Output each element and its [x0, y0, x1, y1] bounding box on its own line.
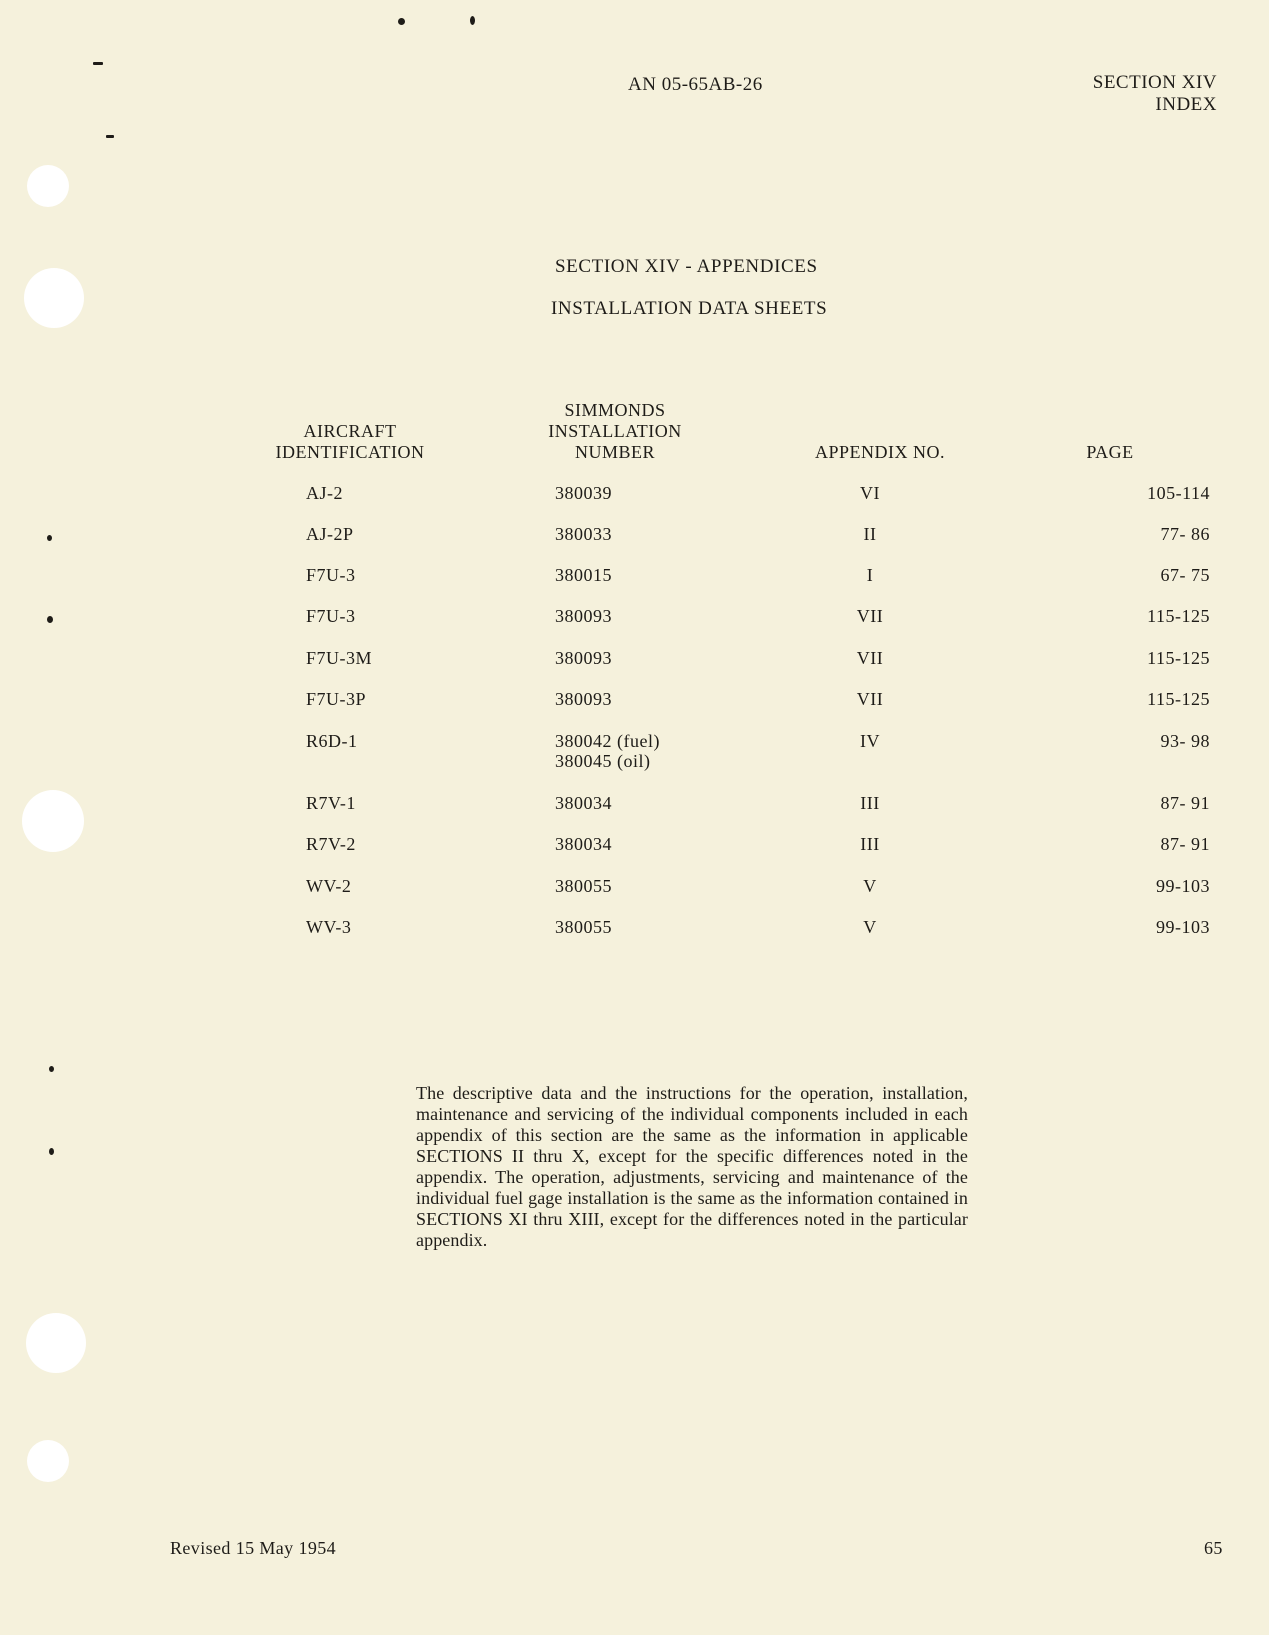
- aircraft-cell: R7V-1: [306, 793, 356, 813]
- scan-speck: [49, 1066, 54, 1072]
- table-row: [0, 917, 1269, 957]
- aircraft-cell: AJ-2: [306, 483, 343, 503]
- appendix-cell: V: [863, 876, 877, 896]
- installation-number-cell: 380093: [555, 648, 612, 668]
- page-subtitle: INSTALLATION DATA SHEETS: [551, 298, 828, 319]
- column-header-line: IDENTIFICATION: [275, 442, 425, 462]
- column-header-line: INSTALLATION: [548, 421, 682, 441]
- table-row: [0, 876, 1269, 916]
- aircraft-cell: F7U-3: [306, 606, 356, 626]
- installation-number-cell: 380055: [555, 917, 612, 937]
- column-header-page: PAGE: [1086, 442, 1134, 462]
- page-range-cell: 115-125: [1147, 689, 1210, 709]
- installation-number-cell: 380034: [555, 834, 612, 854]
- table-row: [0, 524, 1269, 564]
- scan-speck: [398, 18, 405, 25]
- explanatory-paragraph: The descriptive data and the instructions for the operation, installation, maintenance and servicing of the individual components included in each appendix of this section are the same as the information in applicable SECTIONS II thru X, except for the specific differences noted in the appendix. The operation, adjustments, servicing and maintenance of the individual fuel gage installation is the same as the information contained in SECTIONS XI thru XIII, except for the differences noted in the particular appendix.: [416, 1083, 968, 1250]
- aircraft-cell: WV-2: [306, 876, 352, 896]
- column-header-line: AIRCRAFT: [303, 421, 397, 441]
- table-row: [0, 565, 1269, 605]
- appendix-cell: VII: [856, 689, 884, 709]
- table-row: [0, 731, 1269, 791]
- page-number: 65: [1204, 1538, 1223, 1558]
- punch-hole: [27, 165, 69, 207]
- appendix-cell: VI: [860, 483, 880, 503]
- page-range-cell: 93- 98: [1160, 731, 1210, 751]
- table-row: [0, 834, 1269, 874]
- installation-number-cell: 380042 (fuel): [555, 731, 660, 751]
- aircraft-cell: AJ-2P: [306, 524, 354, 544]
- table-row: [0, 606, 1269, 646]
- appendix-cell: VII: [856, 606, 884, 626]
- installation-number-cell: 380045 (oil): [555, 751, 651, 771]
- page-title: SECTION XIV - APPENDICES: [555, 256, 818, 277]
- aircraft-cell: R6D-1: [306, 731, 358, 751]
- punch-hole: [27, 1440, 69, 1482]
- page-range-cell: 99-103: [1156, 917, 1210, 937]
- page-range-cell: 99-103: [1156, 876, 1210, 896]
- appendix-cell: III: [860, 834, 880, 854]
- column-header-appendix: APPENDIX NO.: [814, 442, 945, 462]
- column-header-aircraft: [250, 421, 450, 463]
- section-subtitle: INDEX: [1155, 94, 1217, 115]
- aircraft-cell: F7U-3: [306, 565, 356, 585]
- page-range-cell: 115-125: [1147, 648, 1210, 668]
- installation-number-cell: 380034: [555, 793, 612, 813]
- scan-speck: [106, 135, 114, 138]
- scan-speck: [93, 62, 103, 65]
- aircraft-cell: R7V-2: [306, 834, 356, 854]
- page-range-cell: 87- 91: [1160, 834, 1210, 854]
- punch-hole: [26, 1313, 86, 1373]
- installation-number-cell: 380055: [555, 876, 612, 896]
- column-header-line: SIMMONDS: [564, 400, 666, 420]
- appendix-cell: III: [860, 793, 880, 813]
- table-row: [0, 793, 1269, 833]
- aircraft-cell: F7U-3P: [306, 689, 367, 709]
- table-row: [0, 689, 1269, 729]
- page-range-cell: 67- 75: [1160, 565, 1210, 585]
- appendix-cell: V: [863, 917, 877, 937]
- punch-hole: [24, 268, 84, 328]
- scan-speck: [49, 1148, 54, 1155]
- appendix-cell: IV: [860, 731, 880, 751]
- column-header-line: NUMBER: [574, 442, 655, 462]
- table-row: [0, 648, 1269, 688]
- document-number: AN 05-65AB-26: [628, 74, 763, 95]
- page-range-cell: 77- 86: [1160, 524, 1210, 544]
- installation-number-cell: 380033: [555, 524, 612, 544]
- table-row: [0, 483, 1269, 523]
- page-range-cell: 87- 91: [1160, 793, 1210, 813]
- installation-number-cell: 380093: [555, 689, 612, 709]
- appendix-cell: I: [866, 565, 874, 585]
- aircraft-cell: F7U-3M: [306, 648, 373, 668]
- revision-date: Revised 15 May 1954: [170, 1538, 337, 1558]
- installation-number-cell: 380093: [555, 606, 612, 626]
- column-header-installation: [520, 400, 710, 463]
- installation-number-cell: 380015: [555, 565, 612, 585]
- appendix-cell: VII: [856, 648, 884, 668]
- page-range-cell: 105-114: [1147, 483, 1210, 503]
- section-label: SECTION XIV: [1092, 72, 1217, 93]
- scan-speck: [470, 16, 475, 25]
- appendix-cell: II: [863, 524, 877, 544]
- page-range-cell: 115-125: [1147, 606, 1210, 626]
- aircraft-cell: WV-3: [306, 917, 352, 937]
- installation-number-cell: 380039: [555, 483, 612, 503]
